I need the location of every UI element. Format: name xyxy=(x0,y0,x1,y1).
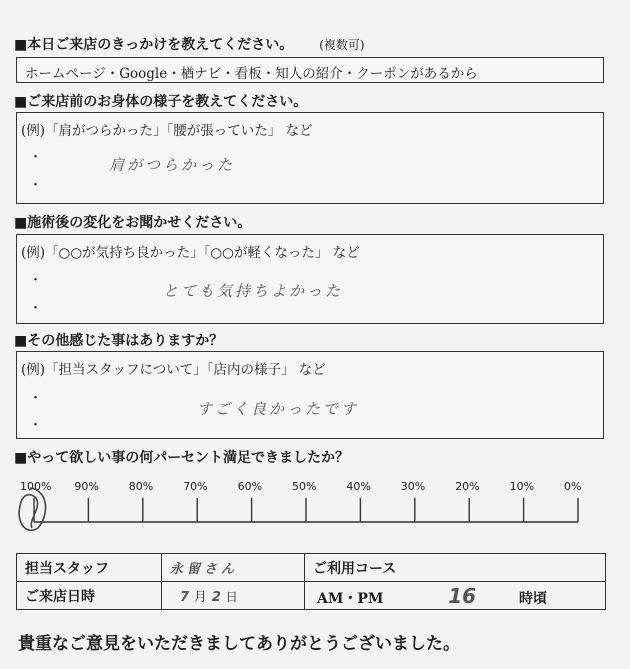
q4-bullet-2: ・ xyxy=(29,418,43,433)
scale-label: 90% xyxy=(74,480,99,493)
scale-label: 100% xyxy=(20,480,52,493)
q2-answer-box[interactable] xyxy=(16,112,604,204)
q2-title: ■ご来店前のお身体の様子を教えてください。 xyxy=(14,94,308,110)
satisfaction-scale[interactable] xyxy=(0,470,630,540)
q1-options-text: ホームページ・Google・楢ナビ・看板・知人の紹介・クーポンがあるから xyxy=(25,66,478,82)
q1-title-text: ■本日ご来店のきっかけを教えてください。 xyxy=(14,37,294,53)
q5-title: ■やって欲しい事の何パーセント満足できましたか？ xyxy=(14,450,349,466)
q4-handwritten-answer: すごく良かったです xyxy=(197,400,360,418)
staff-label: 担当スタッフ xyxy=(17,554,162,582)
q4-bullet-1: ・ xyxy=(29,391,43,406)
staff-value: 永留さん xyxy=(170,562,239,577)
q3-handwritten-answer: とても気持ちよかった xyxy=(163,282,344,300)
q3-example: (例)「○○が気持ち良かった」「○○が軽くなった」 など xyxy=(21,245,360,261)
day-unit: 日 xyxy=(225,590,238,604)
ampm-label: AM・PM xyxy=(317,590,384,607)
q2-example: (例)「肩がつらかった」「腰が張っていた」 など xyxy=(21,123,313,139)
scale-label: 80% xyxy=(128,480,154,493)
scale-label: 20% xyxy=(455,480,480,493)
satisfaction-scale-svg xyxy=(0,470,630,540)
q4-example: (例)「担当スタッフについて」「店内の様子」 など xyxy=(21,362,326,378)
time-field[interactable] xyxy=(305,582,606,610)
q2-bullet-2: ・ xyxy=(29,178,43,193)
month-value: 7 xyxy=(180,590,190,605)
staff-field[interactable] xyxy=(162,554,305,582)
info-table xyxy=(16,553,606,610)
q3-bullet-1: ・ xyxy=(29,273,43,288)
q3-title: ■施術後の変化をお聞かせください。 xyxy=(14,215,252,231)
q3-bullet-2: ・ xyxy=(29,301,43,316)
closing-message: 貴重なご意見をいただきましてありがとうございました。 xyxy=(18,634,460,654)
q2-handwritten-answer: 肩がつらかった xyxy=(109,156,236,174)
day-value: 2 xyxy=(211,590,221,605)
scale-label: 0% xyxy=(564,480,582,493)
scale-label: 70% xyxy=(183,480,208,493)
hour-value: 16 xyxy=(448,583,477,608)
scale-label: 30% xyxy=(400,480,426,493)
q1-title xyxy=(14,34,365,54)
date-label: ご来店日時 xyxy=(17,582,162,610)
scale-label: 50% xyxy=(292,480,317,493)
month-unit: 月 xyxy=(193,590,207,605)
q4-title: ■その他感じた事はありますか？ xyxy=(14,333,224,349)
q1-note: (複数可) xyxy=(319,38,365,52)
selected-circle-mark xyxy=(19,488,45,530)
q2-bullet-1: ・ xyxy=(29,150,43,165)
scale-label: 10% xyxy=(509,480,535,493)
q1-options-box xyxy=(16,57,604,83)
hour-unit: 時頃 xyxy=(518,590,547,607)
q4-answer-box[interactable] xyxy=(16,351,604,439)
course-field[interactable] xyxy=(305,554,606,582)
q3-answer-box[interactable] xyxy=(16,234,604,324)
course-label: ご利用コース xyxy=(313,560,397,577)
scale-label: 40% xyxy=(346,480,371,493)
date-field[interactable] xyxy=(162,582,305,610)
scale-label: 60% xyxy=(237,480,263,493)
